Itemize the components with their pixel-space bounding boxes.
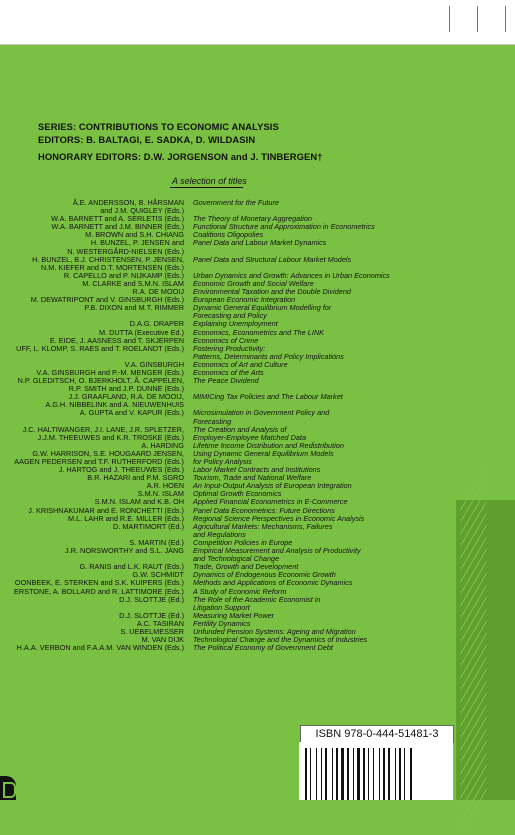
entry-authors: W.A. BARNETT and J.M. BINNER (Eds.) <box>51 222 184 232</box>
stripe-line <box>460 585 487 631</box>
barcode-bar <box>379 748 380 800</box>
entry-title: and Technological Change <box>193 554 280 564</box>
list-item <box>0 596 515 604</box>
entry-authors: V.A. GINSBURGH <box>124 359 184 369</box>
entry-authors: V.A. GINSBURGH and P.-M. MENGER (Eds.) <box>36 367 184 377</box>
entry-title: Fostering Productivity: <box>193 343 266 353</box>
entry-authors: AAGEN PEDERSEN and T.F. RUTHERFORD (Eds.) <box>14 457 184 466</box>
entry-title: Unfunded Pension Systems: Ageing and Migration <box>193 626 356 636</box>
entry-title: Economics, Econometrics and The LINK <box>193 327 324 337</box>
series-header <box>38 121 323 164</box>
entry-title: The Political Economy of Government Debt <box>193 643 333 653</box>
stripe-line <box>460 693 487 739</box>
stripe-line <box>460 621 487 667</box>
entry-authors: J.R. NORSWORTHY and S.L. JANG <box>65 546 184 556</box>
barcode-bar <box>383 748 385 800</box>
stripe-line <box>460 633 487 679</box>
barcode-bar <box>388 748 390 800</box>
entry-title: Functional Structure and Approximation in Econometrics <box>193 222 375 232</box>
top-margin-strip <box>0 0 515 45</box>
entry-authors: H. BUNZEL, P. JENSEN and <box>90 238 184 248</box>
entry-authors: M. CLARKE and S.M.N. ISLAM <box>82 278 184 288</box>
entry-authors: OONBEEK, E. STERKEN and S.K. KUIPERS (Eds.) <box>14 578 184 588</box>
entry-authors: A.C. TASIRAN <box>136 618 184 628</box>
entry-title: Labor Market Contracts and Institutions <box>193 465 321 475</box>
entry-authors: R.P. SMITH and J.P. DUNNE (Eds.) <box>68 384 184 394</box>
entry-authors: R.A. DE MOOIJ <box>132 287 184 297</box>
entry-authors: M. DUTTA (Executive Ed.) <box>98 327 184 337</box>
barcode <box>299 742 453 800</box>
barcode-bar <box>410 748 412 800</box>
entry-title: Explaining Unemployment <box>193 319 278 329</box>
entry-authors: ERSTONE, A. BOLLARD and R. LATTIMORE (Eds.) <box>13 586 184 596</box>
list-item <box>0 409 515 417</box>
entry-authors: D.J. SLOTTJE (Ed.) <box>119 610 184 620</box>
barcode-bar <box>316 748 317 800</box>
entry-title: Fertility Dynamics <box>193 618 251 628</box>
barcode-bar <box>336 748 338 800</box>
stripe-line <box>460 669 487 715</box>
entry-title: Using Dynamic General Equilibrium Models <box>193 448 334 458</box>
entry-authors: UFF, L. KLOMP, S. RAES and T. ROELANDT (Eds.) <box>16 343 184 353</box>
entry-title: Agricultural Markets: Mechanisms, Failures <box>193 521 333 531</box>
entry-authors: M.L. LAHR and R.E. MILLER (Eds.) <box>68 513 184 523</box>
entry-title: Technological Change and the Dynamics of Industries <box>193 635 368 645</box>
barcode-bar <box>325 748 327 800</box>
entry-authors: H.A.A. VERBON and F.A.A.M. VAN WINDEN (Eds.) <box>16 643 184 653</box>
entry-title: Government for the Future <box>193 198 279 207</box>
entry-title: Panel Data Econometrics: Future Directions <box>193 505 335 515</box>
entry-authors: N.M. KIEFER and D.T. MORTENSEN (Eds.) <box>41 262 184 272</box>
entry-authors: A.G.H. NIBBELINK and A. NIEUWENHUIS <box>45 400 184 410</box>
publisher-logo-icon <box>0 776 16 800</box>
stripe-line <box>460 609 487 655</box>
list-item <box>0 199 515 207</box>
entry-title: Methods and Applications of Economic Dynamics <box>193 578 353 588</box>
entry-title: Empirical Measurement and Analysis of Productivity <box>193 546 361 556</box>
stripe-line <box>460 681 487 727</box>
entry-authors: G. RANIS and L.K. RAUT (Eds.) <box>79 562 184 572</box>
stripe-line <box>460 729 487 775</box>
barcode-bar <box>399 748 401 800</box>
entry-authors: S. MARTIN (Ed.) <box>129 537 184 547</box>
editors-line: EDITORS: B. BALTAGI, E. SADKA, D. WILDASIN <box>38 133 256 145</box>
entry-authors: A. HARDING <box>141 440 184 450</box>
entry-title: Applied Financial Econometrics in E-Commerce <box>193 497 348 507</box>
entry-authors: B.R. HAZARI and P.M. SGRO <box>87 473 184 483</box>
stripe-line <box>460 741 487 787</box>
barcode-bar <box>395 748 396 800</box>
stripe-line <box>460 717 487 763</box>
stripe-line <box>460 597 487 643</box>
selection-underline <box>170 187 243 188</box>
entry-title: The Creation and Analysis of <box>193 424 287 434</box>
entry-authors: M. BROWN and S.H. CHIANG <box>85 230 184 240</box>
entry-title: Economic Growth and Social Welfare <box>193 278 314 288</box>
entry-authors: G.W. SCHMIDT <box>132 570 184 580</box>
entry-title: MIMICing Tax Policies and The Labour Market <box>193 392 343 402</box>
entry-authors: G.W. HARRISON, S.E. HOUGAARD JENSEN, <box>32 448 184 458</box>
entry-title: Forecasting <box>193 416 232 426</box>
list-item <box>0 644 515 652</box>
entry-title: Optimal Growth Economics <box>193 489 282 499</box>
entry-authors: J. HARTOG and J. THEEUWES (Eds.) <box>58 465 184 475</box>
barcode-bar <box>332 748 333 800</box>
stripe-line <box>460 573 487 619</box>
entry-title: Panel Data and Labour Market Dynamics <box>193 238 327 248</box>
entry-title: Litigation Support <box>193 602 250 612</box>
entry-authors: W.A. BARNETT and A. SERLETIS (Eds.) <box>51 214 184 224</box>
barcode-bar <box>363 748 365 800</box>
entry-authors: A. GUPTA and V. KAPUR (Eds.) <box>79 408 184 418</box>
entry-authors: E. EIDE, J. AASNESS and T. SKJERPEN <box>49 335 184 345</box>
entry-title: Employer-Employee Matched Data <box>193 432 307 442</box>
entry-title: Microsimulation in Government Policy and <box>193 408 330 418</box>
isbn-label: ISBN 978-0-444-51481-3 <box>300 725 454 743</box>
entry-title: Competition Policies in Europe <box>193 537 293 547</box>
stripe-line <box>460 513 487 559</box>
entry-authors: M. VAN DIJK <box>141 635 184 645</box>
title-list <box>0 199 515 652</box>
entry-title: and Regulations <box>193 529 246 539</box>
entry-authors: Å.E. ANDERSSON, B. HÅRSMAN <box>72 198 184 207</box>
barcode-bar <box>347 748 349 800</box>
entry-title: Measuring Market Power <box>193 610 275 620</box>
entry-authors: S. UEBELMESSER <box>120 626 184 636</box>
entry-authors: H. BUNZEL, B.J. CHRISTENSEN, P. JENSEN, <box>32 254 184 264</box>
entry-title: Patterns, Determinants and Policy Implications <box>193 351 344 361</box>
barcode-bar <box>305 748 307 800</box>
entry-title: Lifetime Income Distribution and Redistribution <box>193 440 344 450</box>
entry-authors: A.R. HOEN <box>146 481 184 491</box>
entry-title: Forecasting and Policy <box>193 311 267 321</box>
entry-authors: P.B. DIXON and M.T. RIMMER <box>84 303 184 313</box>
entry-title: The Theory of Monetary Aggregation <box>193 214 312 224</box>
list-item <box>0 523 515 531</box>
entry-title: Economics of Crime <box>193 335 259 345</box>
barcode-bar <box>373 748 374 800</box>
stripe-line <box>460 501 487 547</box>
stripe-line <box>460 765 487 811</box>
entry-title: Panel Data and Structural Labour Market Models <box>193 254 352 264</box>
entry-title: Dynamic General Equilibrium Modelling for <box>193 303 332 313</box>
entry-title: The Role of the Academic Economist in <box>193 594 321 604</box>
entry-title: Regional Science Perspectives in Economic Analysis <box>193 513 365 523</box>
stripe-line <box>460 657 487 703</box>
barcode-bar <box>310 748 311 800</box>
entry-title: A Study of Economic Reform <box>193 586 287 596</box>
entry-title: Tourism, Trade and National Welfare <box>193 473 312 483</box>
stripe-line <box>460 789 487 835</box>
list-item <box>0 612 515 620</box>
barcode-bar <box>353 748 354 800</box>
entry-title: for Policy Analysis <box>193 457 252 466</box>
entry-authors: D.J. SLOTTJE (Ed.) <box>119 594 184 604</box>
entry-authors: M. DEWATRIPONT and V. GINSBURGH (Eds.) <box>30 295 184 305</box>
entry-title: Coalitions Oligopolies <box>193 230 264 240</box>
entry-authors: J.C. HALTIWANGER, J.I. LANE, J.R. SPLETZER, <box>22 424 184 434</box>
entry-title: Environmental Taxation and the Double Dividend <box>193 287 351 297</box>
entry-authors: R. CAPELLO and P. NIJKAMP (Eds.) <box>63 270 184 280</box>
barcode-bar <box>357 748 360 800</box>
honorary-editors-line: HONORARY EDITORS: D.W. JORGENSON and J. TINBERGEN† <box>38 151 323 162</box>
diagonal-stripe-pattern <box>456 500 515 800</box>
entry-authors: D.A.G. DRAPER <box>129 319 184 329</box>
entry-authors: J.J.M. THEEUWES and K.R. TROSKE (Eds.) <box>37 432 184 442</box>
crop-marks <box>441 6 511 32</box>
entry-title: An Input-Output Analysis of European Integration <box>193 481 352 491</box>
series-title: SERIES: CONTRIBUTIONS TO ECONOMIC ANALYSIS <box>38 121 279 132</box>
stripe-line <box>460 753 487 799</box>
entry-authors: S.M.N. ISLAM <box>137 489 184 499</box>
entry-authors: J.J. GRAAFLAND, R.A. DE MOOIJ, <box>68 392 184 402</box>
entry-title: Dynamics of Endogenous Economic Growth <box>193 570 336 580</box>
entry-authors: and J.M. QUIGLEY (Eds.) <box>100 206 184 216</box>
entry-title: European Economic Integration <box>193 295 296 305</box>
entry-authors: N. WESTERGÅRD-NIELSEN (Eds.) <box>67 246 184 256</box>
entry-title: The Peace Dividend <box>193 376 259 386</box>
stripe-line <box>460 525 487 571</box>
entry-authors: D. MARTIMORT (Ed.) <box>113 521 184 531</box>
barcode-bar <box>404 748 405 800</box>
barcode-bar <box>341 748 344 800</box>
entry-title: Trade, Growth and Development <box>193 562 299 572</box>
entry-title: Economics of Art and Culture <box>193 359 288 369</box>
barcode-bar <box>368 748 369 800</box>
stripe-line <box>460 549 487 595</box>
entry-authors: J. KRISHNAKUMAR and E. RONCHETTI (Eds.) <box>28 505 184 515</box>
entry-title: Urban Dynamics and Growth: Advances in Urban Economics <box>193 270 390 280</box>
entry-title: Economics of the Arts <box>193 367 264 377</box>
stripe-line <box>460 561 487 607</box>
selection-label: A selection of titles <box>172 176 247 186</box>
stripe-line <box>460 537 487 583</box>
entry-authors: N.P. GLEDITSCH, O. BJERKHOLT, Å. CAPPELEN, <box>17 376 184 386</box>
entry-authors: S.M.N. ISLAM and K.B. OH <box>94 497 184 507</box>
stripe-line <box>460 705 487 751</box>
stripe-line <box>460 645 487 691</box>
barcode-bar <box>321 748 322 800</box>
